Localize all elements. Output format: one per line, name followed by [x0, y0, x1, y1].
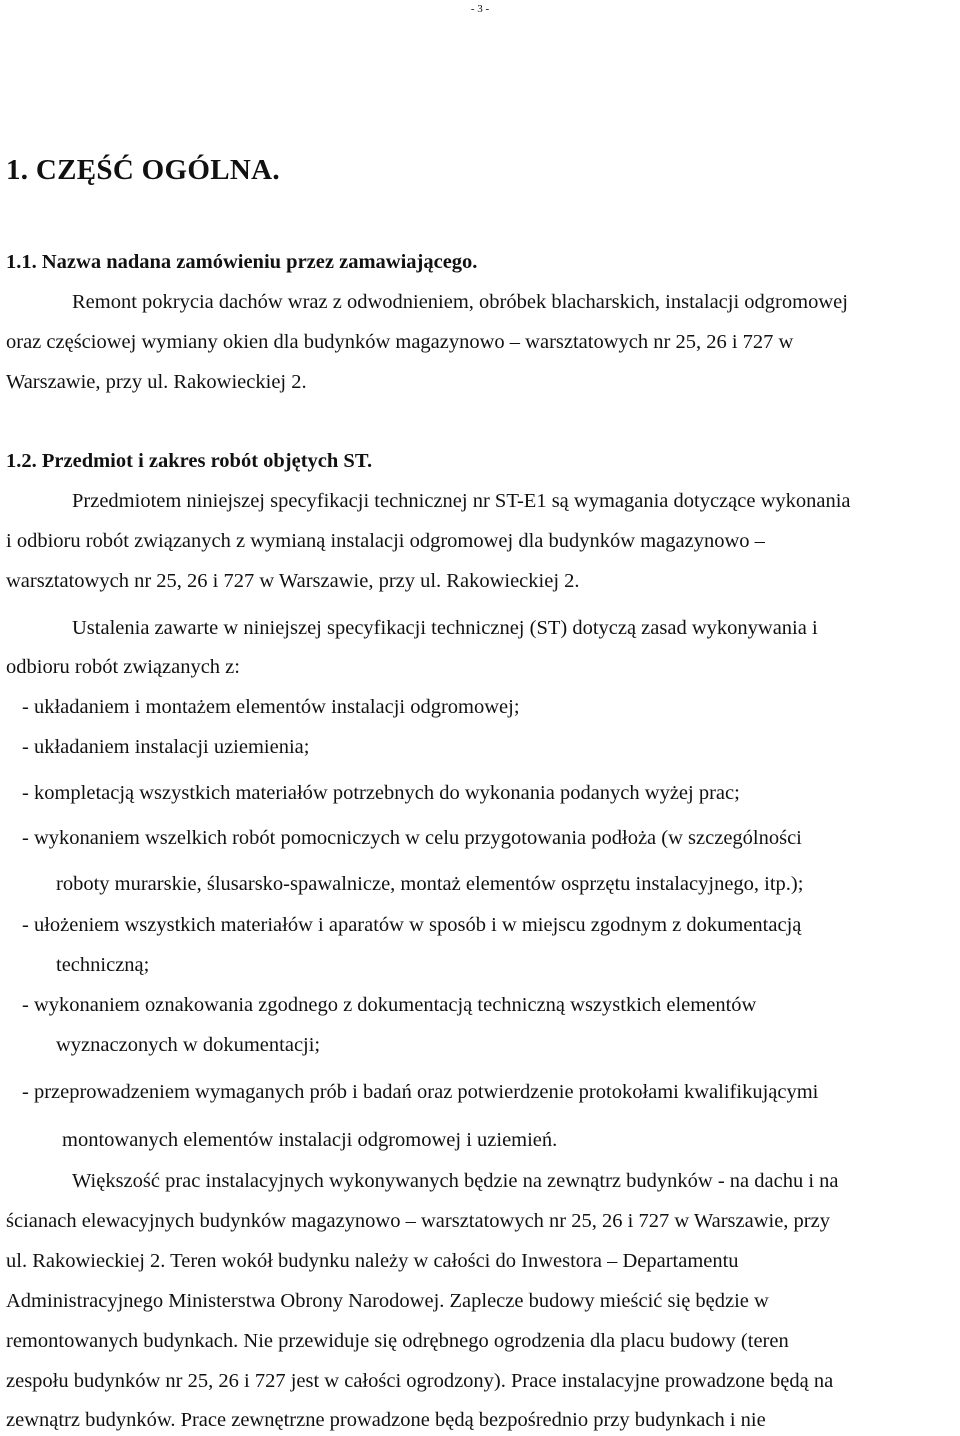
bullet-item: - układaniem instalacji uziemienia;	[22, 736, 310, 758]
para3-line: ścianach elewacyjnych budynków magazynowo – warsztatowych nr 25, 26 i 727 w Warszawie, przy	[6, 1210, 830, 1232]
bullet-continuation: techniczną;	[56, 954, 150, 976]
para1-line: Przedmiotem niniejszej specyfikacji technicznej nr ST-E1 są wymagania dotyczące wykonania	[72, 490, 851, 512]
bullet-continuation: roboty murarskie, ślusarsko-spawalnicze, montaż elementów osprzętu instalacyjnego, itp.);	[56, 873, 804, 895]
section-1-1-title: 1.1. Nazwa nadana zamówieniu przez zamawiającego.	[6, 251, 478, 273]
para3-line: ul. Rakowieckiej 2. Teren wokół budynku należy w całości do Inwestora – Departamentu	[6, 1250, 739, 1272]
para2-line: odbioru robót związanych z:	[6, 656, 240, 678]
section-1-1-line: oraz częściowej wymiany okien dla budynków magazynowo – warsztatowych nr 25, 26 i 727 w	[6, 331, 794, 353]
para3-line: remontowanych budynkach. Nie przewiduje się odrębnego ogrodzenia dla placu budowy (teren	[6, 1330, 789, 1352]
section-1-1-line: Warszawie, przy ul. Rakowieckiej 2.	[6, 371, 307, 393]
page-heading: 1. CZĘŚĆ OGÓLNA.	[6, 154, 280, 186]
bullet-item: - wykonaniem oznakowania zgodnego z dokumentacją techniczną wszystkich elementów	[22, 994, 757, 1016]
para2-line: Ustalenia zawarte w niniejszej specyfikacji technicznej (ST) dotyczą zasad wykonywania i	[72, 617, 818, 639]
bullet-continuation: wyznaczonych w dokumentacji;	[56, 1034, 321, 1056]
bullet-item: - kompletacją wszystkich materiałów potrzebnych do wykonania podanych wyżej prac;	[22, 782, 740, 804]
para1-line: warsztatowych nr 25, 26 i 727 w Warszawie, przy ul. Rakowieckiej 2.	[6, 570, 580, 592]
para1-line: i odbioru robót związanych z wymianą instalacji odgromowej dla budynków magazynowo –	[6, 530, 765, 552]
bullet-item: - przeprowadzeniem wymaganych prób i badań oraz potwierdzenie protokołami kwalifikującymi	[22, 1081, 819, 1103]
bullet-item: - ułożeniem wszystkich materiałów i aparatów w sposób i w miejscu zgodnym z dokumentacją	[22, 914, 802, 936]
para3-line: zespołu budynków nr 25, 26 i 727 jest w całości ogrodzony). Prace instalacyjne prowadzone będą na	[6, 1370, 834, 1392]
section-1-2-title: 1.2. Przedmiot i zakres robót objętych ST.	[6, 450, 373, 472]
para3-line: Administracyjnego Ministerstwa Obrony Narodowej. Zaplecze budowy mieścić się będzie w	[6, 1290, 769, 1312]
para3-line: zewnątrz budynków. Prace zewnętrzne prowadzone będą bezpośrednio przy budynkach i nie	[6, 1409, 766, 1431]
section-1-1-line: Remont pokrycia dachów wraz z odwodnieniem, obróbek blacharskich, instalacji odgromowej	[72, 291, 848, 313]
bullet-item: - układaniem i montażem elementów instalacji odgromowej;	[22, 696, 520, 718]
page-number: - 3 -	[470, 3, 490, 15]
para3-line: Większość prac instalacyjnych wykonywanych będzie na zewnątrz budynków - na dachu i na	[72, 1170, 839, 1192]
bullet-item: - wykonaniem wszelkich robót pomocniczych w celu przygotowania podłoża (w szczególności	[22, 827, 802, 849]
bullet-continuation: montowanych elementów instalacji odgromowej i uziemień.	[62, 1129, 558, 1151]
